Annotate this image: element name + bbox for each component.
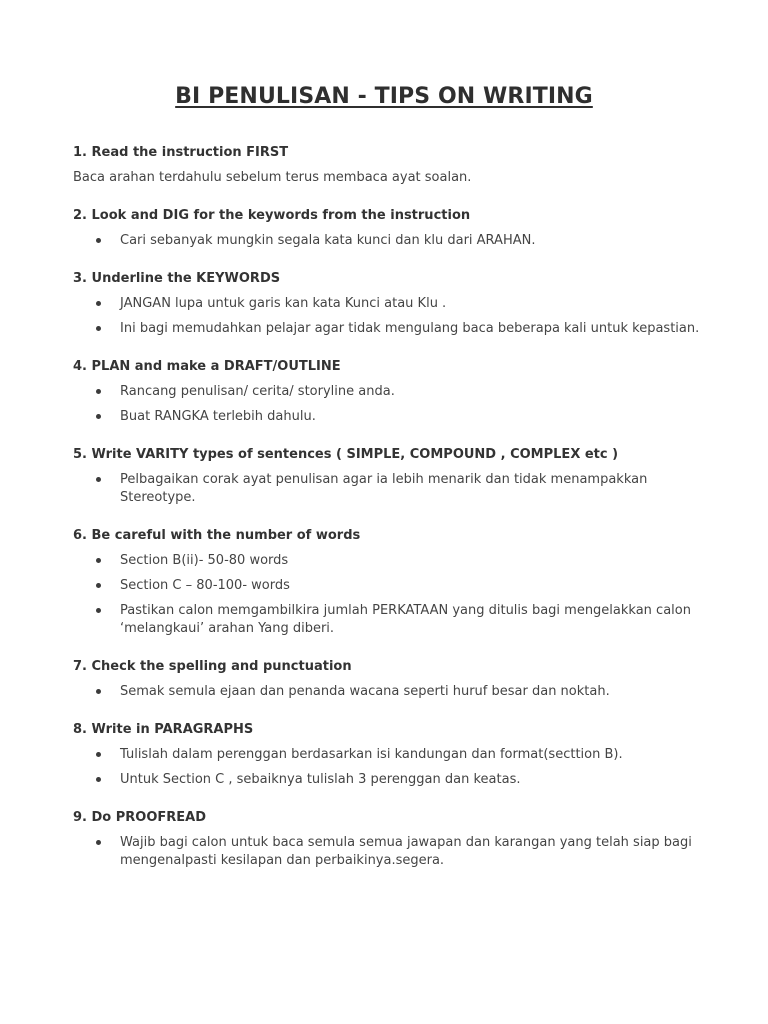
- bullet-list: [73, 552, 713, 638]
- bullet-text: Semak semula ejaan dan penanda wacana seperti huruf besar dan noktah.: [120, 684, 610, 699]
- bullet-item: [73, 232, 713, 250]
- tip-5: [73, 446, 713, 507]
- bullet-icon: [96, 752, 101, 757]
- bullet-icon: [96, 583, 101, 588]
- tip-1: [73, 144, 713, 187]
- bullet-item: [73, 552, 713, 570]
- bullet-icon: [96, 389, 101, 394]
- bullet-icon: [96, 301, 101, 306]
- bullet-item: [73, 746, 713, 764]
- tip-3: [73, 270, 713, 338]
- bullet-icon: [96, 840, 101, 845]
- bullet-text: Section B(ii)- 50-80 words: [120, 553, 289, 568]
- page-title: BI PENULISAN - TIPS ON WRITING: [175, 84, 593, 109]
- bullet-text: Wajib bagi calon untuk baca semula semua jawapan dan karangan yang telah siap bagi mengenalpasti kesilapan dan perbaikinya.segera.: [120, 835, 692, 868]
- bullet-text: JANGAN lupa untuk garis kan kata Kunci atau Klu .: [120, 296, 447, 311]
- bullet-text: Cari sebanyak mungkin segala kata kunci dan klu dari ARAHAN.: [120, 233, 536, 248]
- bullet-text: Untuk Section C , sebaiknya tulislah 3 perenggan dan keatas.: [120, 772, 521, 787]
- bullet-list: [73, 683, 713, 701]
- bullet-item: [73, 320, 713, 338]
- tip-heading: 4. PLAN and make a DRAFT/OUTLINE: [73, 359, 341, 374]
- bullet-text: Rancang penulisan/ cerita/ storyline anda.: [120, 384, 395, 399]
- tip-heading: 8. Write in PARAGRAPHS: [73, 722, 254, 737]
- bullet-icon: [96, 689, 101, 694]
- bullet-icon: [96, 238, 101, 243]
- bullet-list: [73, 834, 713, 870]
- bullet-item: [73, 577, 713, 595]
- bullet-list: [73, 232, 713, 250]
- tip-heading: 1. Read the instruction FIRST: [73, 145, 289, 160]
- bullet-list: [73, 295, 713, 338]
- bullet-text: Pastikan calon memgambilkira jumlah PERKATAAN yang ditulis bagi mengelakkan calon ‘melangkaui’ arahan Yang diberi.: [120, 603, 691, 636]
- bullet-icon: [96, 477, 101, 482]
- bullet-text: Section C – 80-100- words: [120, 578, 290, 593]
- bullet-text: Tulislah dalam perenggan berdasarkan isi kandungan dan format(secttion B).: [120, 747, 623, 762]
- bullet-item: [73, 683, 713, 701]
- tip-heading: 7. Check the spelling and punctuation: [73, 659, 352, 674]
- tip-9: [73, 809, 713, 870]
- bullet-text: Ini bagi memudahkan pelajar agar tidak mengulang baca beberapa kali untuk kepastian.: [120, 321, 700, 336]
- bullet-icon: [96, 414, 101, 419]
- tip-heading: 6. Be careful with the number of words: [73, 528, 361, 543]
- tip-text: Baca arahan terdahulu sebelum terus membaca ayat soalan.: [73, 170, 472, 185]
- bullet-icon: [96, 326, 101, 331]
- bullet-item: [73, 834, 713, 870]
- bullet-item: [73, 295, 713, 313]
- tip-heading: 3. Underline the KEYWORDS: [73, 271, 281, 286]
- tip-2: [73, 207, 713, 250]
- tip-heading: 9. Do PROOFREAD: [73, 810, 207, 825]
- bullet-list: [73, 746, 713, 789]
- tip-6: [73, 527, 713, 638]
- tip-heading: 5. Write VARITY types of sentences ( SIMPLE, COMPOUND , COMPLEX etc ): [73, 447, 619, 462]
- bullet-icon: [96, 608, 101, 613]
- bullet-item: [73, 383, 713, 401]
- tips-list: [73, 144, 713, 890]
- bullet-text: Buat RANGKA terlebih dahulu.: [120, 409, 316, 424]
- bullet-icon: [96, 558, 101, 563]
- bullet-item: [73, 771, 713, 789]
- bullet-list: [73, 471, 713, 507]
- tip-8: [73, 721, 713, 789]
- bullet-icon: [96, 777, 101, 782]
- bullet-item: [73, 602, 713, 638]
- bullet-item: [73, 471, 713, 507]
- tip-heading: 2. Look and DIG for the keywords from the instruction: [73, 208, 471, 223]
- bullet-list: [73, 383, 713, 426]
- tip-7: [73, 658, 713, 701]
- bullet-item: [73, 408, 713, 426]
- tip-4: [73, 358, 713, 426]
- bullet-text: Pelbagaikan corak ayat penulisan agar ia lebih menarik dan tidak menampakkan Stereotype.: [120, 472, 648, 505]
